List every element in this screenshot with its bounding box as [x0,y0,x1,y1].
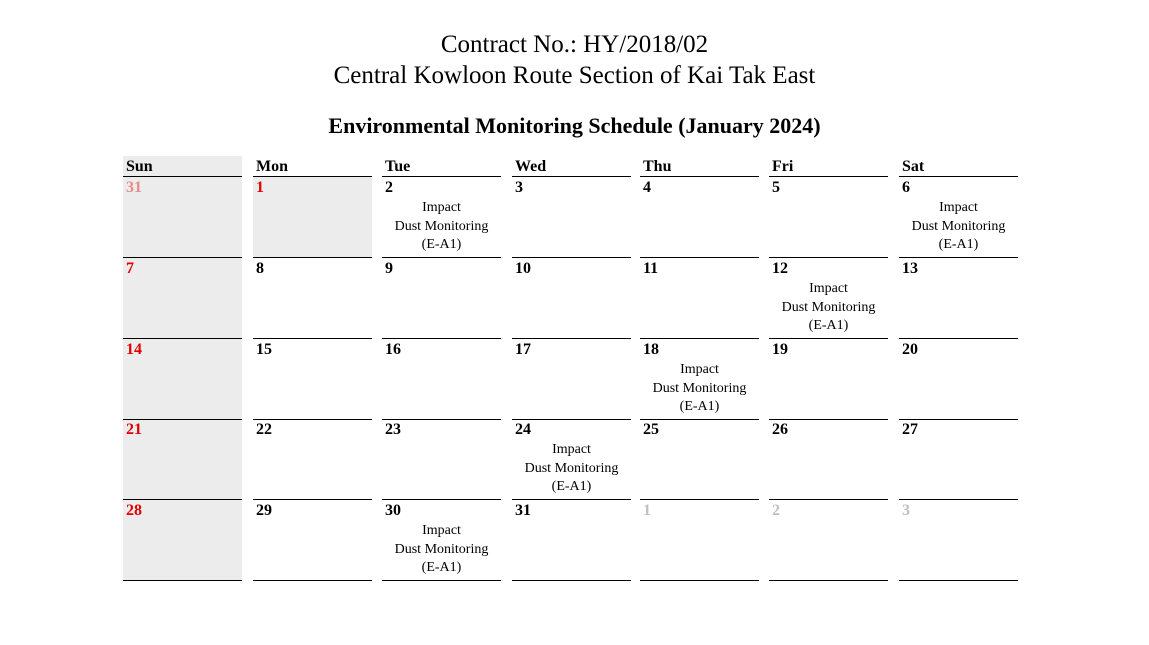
day-number: 5 [772,179,780,196]
day-number: 13 [902,260,918,277]
day-cell [899,500,1018,581]
event-line: Dust Monitoring [524,460,619,476]
day-number: 29 [256,502,272,519]
day-cell [253,339,372,420]
day-number: 23 [385,421,401,438]
day-number: 18 [643,341,659,358]
day-number: 2 [772,502,780,519]
day-number: 27 [902,421,918,438]
weekday-header-mon: Mon [253,156,372,177]
event-line: Impact [809,281,848,296]
day-cell [123,419,242,500]
day-cell [253,500,372,581]
monitoring-event [640,361,759,417]
day-number: 20 [902,341,918,358]
day-number: 31 [515,502,531,519]
day-number: 8 [256,260,264,277]
day-cell [769,339,888,420]
event-line: (E-A1) [679,399,720,414]
day-cell [512,177,631,258]
day-cell [512,500,631,581]
event-line: Impact [552,442,591,457]
day-number: 28 [126,502,142,519]
event-line: Dust Monitoring [394,218,489,234]
day-cell [640,419,759,500]
day-cell [253,177,372,258]
day-cell [899,177,1018,258]
day-cell [382,339,501,420]
day-cell [253,419,372,500]
day-cell [640,339,759,420]
day-cell [123,339,242,420]
weekday-header-sun: Sun [123,156,242,177]
day-cell [512,258,631,339]
event-line: Dust Monitoring [781,299,876,315]
event-line: Dust Monitoring [394,541,489,557]
weekday-header-fri: Fri [769,156,888,177]
day-cell [512,419,631,500]
day-number: 16 [385,341,401,358]
day-number: 6 [902,179,910,196]
day-number: 3 [515,179,523,196]
day-number: 2 [385,179,393,196]
day-cell [769,177,888,258]
day-cell [382,500,501,581]
event-line: (E-A1) [421,237,462,252]
day-number: 3 [902,502,910,519]
monitoring-event [769,280,888,336]
weekday-header-wed: Wed [512,156,631,177]
weekday-header-sat: Sat [899,156,1018,177]
day-cell [640,258,759,339]
event-line: Impact [939,200,978,215]
weekday-header-thu: Thu [640,156,759,177]
day-number: 1 [256,179,264,196]
day-number: 17 [515,341,531,358]
day-number: 24 [515,421,531,438]
event-line: (E-A1) [551,479,592,494]
day-cell [769,500,888,581]
day-number: 21 [126,421,142,438]
day-number: 11 [643,260,659,277]
day-number: 7 [126,260,134,277]
event-line: (E-A1) [421,560,462,575]
day-cell [769,258,888,339]
day-number: 10 [515,260,531,277]
day-cell [123,258,242,339]
day-cell [382,177,501,258]
day-cell [382,258,501,339]
day-number: 30 [385,502,401,519]
monitoring-event [382,522,501,578]
day-number: 14 [126,341,142,358]
day-cell [382,419,501,500]
day-number: 19 [772,341,788,358]
event-line: (E-A1) [808,318,849,333]
event-line: (E-A1) [938,237,979,252]
monitoring-event [512,441,631,497]
day-number: 26 [772,421,788,438]
day-number: 4 [643,179,651,196]
event-line: Dust Monitoring [911,218,1006,234]
day-cell [899,339,1018,420]
project-name: Central Kowloon Route Section of Kai Tak East [333,62,816,89]
day-cell [899,419,1018,500]
day-cell [123,500,242,581]
day-number: 25 [643,421,659,438]
day-cell [899,258,1018,339]
day-cell [769,419,888,500]
day-cell [640,500,759,581]
day-cell [253,258,372,339]
schedule-title: Environmental Monitoring Schedule (January 2024) [328,113,821,138]
monitoring-event [899,199,1018,255]
monitoring-event [382,199,501,255]
contract-number: Contract No.: HY/2018/02 [440,31,709,58]
event-line: Impact [422,200,461,215]
weekday-header-tue: Tue [382,156,501,177]
day-number: 12 [772,260,788,277]
day-cell [640,177,759,258]
event-line: Dust Monitoring [652,380,747,396]
monitoring-calendar [123,156,1023,582]
day-number: 15 [256,341,272,358]
day-number: 9 [385,260,393,277]
day-number: 1 [643,502,651,519]
day-number: 31 [126,179,142,196]
event-line: Impact [680,362,719,377]
day-cell [512,339,631,420]
day-cell [123,177,242,258]
day-number: 22 [256,421,272,438]
event-line: Impact [422,523,461,538]
